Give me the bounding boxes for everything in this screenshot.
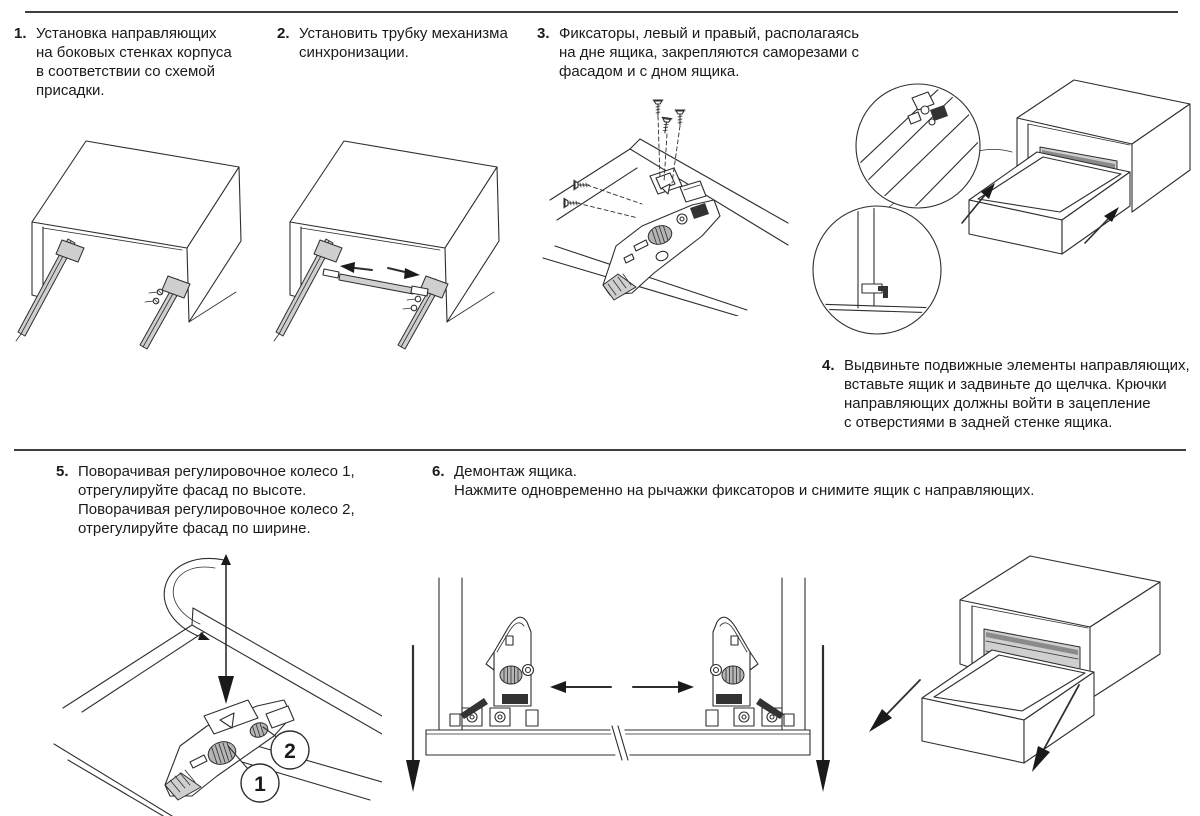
step-number: 1. — [14, 25, 27, 42]
callout-circle-bottom — [813, 206, 941, 334]
fixator-body — [603, 200, 720, 300]
direction-arrow-left — [340, 262, 372, 273]
cabinet-outline — [290, 141, 499, 322]
latch-bracket — [650, 168, 706, 202]
instruction-line: отрегулируйте фасад по ширине. — [78, 520, 311, 537]
drawer-slide-left — [274, 239, 342, 341]
callout-number-1: 1 — [254, 773, 266, 796]
instruction-line: с отверстиями в задней стенке ящика. — [844, 414, 1113, 431]
instruction-line: фасадом и с дном ящика. — [559, 63, 740, 80]
step-6-instruction — [432, 462, 1034, 500]
screw-icon — [145, 289, 163, 304]
press-arrow-left — [550, 681, 611, 693]
instruction-line: Демонтаж ящика. — [454, 463, 577, 480]
cabinet-outline — [32, 141, 241, 322]
fixator-front-view — [450, 617, 538, 726]
step-number: 6. — [432, 463, 445, 480]
instruction-line: в соответствии со схемой — [36, 63, 216, 80]
step-5-instruction — [56, 462, 355, 538]
step-number: 2. — [277, 25, 290, 42]
instruction-line: направляющих должны войти в зацепление — [844, 395, 1151, 412]
instruction-line: на дне ящика, закрепляются саморезами с — [559, 44, 860, 61]
callout-number-2: 2 — [284, 740, 296, 763]
step-number: 5. — [56, 463, 69, 480]
figure-step-6-drawer-removal — [842, 542, 1192, 794]
instruction-line: на боковых стенках корпуса — [36, 44, 232, 61]
step-1-instruction — [14, 24, 232, 100]
remove-arrow-down-right — [816, 646, 830, 792]
section-divider — [14, 449, 1186, 451]
instruction-line: отрегулируйте фасад по высоте. — [78, 482, 307, 499]
screw-icon — [564, 100, 685, 218]
figure-step-2-sync-tube — [266, 128, 506, 356]
step-number: 3. — [537, 25, 550, 42]
removal-arrow-left — [869, 680, 920, 732]
step-2-instruction — [277, 24, 508, 62]
instruction-line: Поворачивая регулировочное колесо 2, — [78, 501, 355, 518]
rotation-arrow — [164, 558, 224, 640]
figure-step-6-release-levers — [398, 548, 838, 798]
figure-step-5-adjustment-wheels — [52, 548, 382, 816]
drawer-slide-left — [16, 239, 84, 341]
instruction-line: присадки. — [36, 82, 105, 99]
callout-circle-1 — [241, 764, 279, 802]
drawer-slide-right — [140, 276, 190, 349]
drawer-box — [969, 152, 1130, 254]
remove-arrow-down-left — [406, 646, 420, 792]
instruction-line: Установка направляющих — [36, 25, 217, 42]
instruction-line: Поворачивая регулировочное колесо 1, — [78, 463, 355, 480]
vertical-adjust-arrow — [218, 554, 234, 704]
step-4-instruction — [822, 356, 1190, 432]
press-arrow-right — [633, 681, 694, 693]
direction-arrow-right — [388, 268, 420, 279]
instruction-line: Фиксаторы, левый и правый, располагаясь — [559, 25, 860, 42]
step-number: 4. — [822, 357, 835, 374]
step-3-instruction — [537, 24, 859, 81]
drawer-bottom-panel — [426, 726, 810, 760]
instruction-line: Нажмите одновременно на рычажки фиксаторов и снимите ящик с направляющих. — [454, 482, 1035, 499]
fixator-front-view-right — [706, 617, 794, 726]
callout-circle-2 — [271, 731, 309, 769]
instruction-line: Выдвиньте подвижные элементы направляющих, — [844, 357, 1190, 374]
instruction-line: синхронизации. — [299, 44, 409, 61]
instruction-line: Установить трубку механизма — [299, 25, 508, 42]
figure-step-4-drawer-insertion — [812, 50, 1197, 348]
figure-step-3-fixator-screws — [542, 88, 792, 316]
instruction-line: вставьте ящик и задвиньте до щелчка. Крючки — [844, 376, 1167, 393]
figure-step-1-cabinet-slides — [8, 128, 248, 356]
top-rule — [25, 11, 1178, 13]
